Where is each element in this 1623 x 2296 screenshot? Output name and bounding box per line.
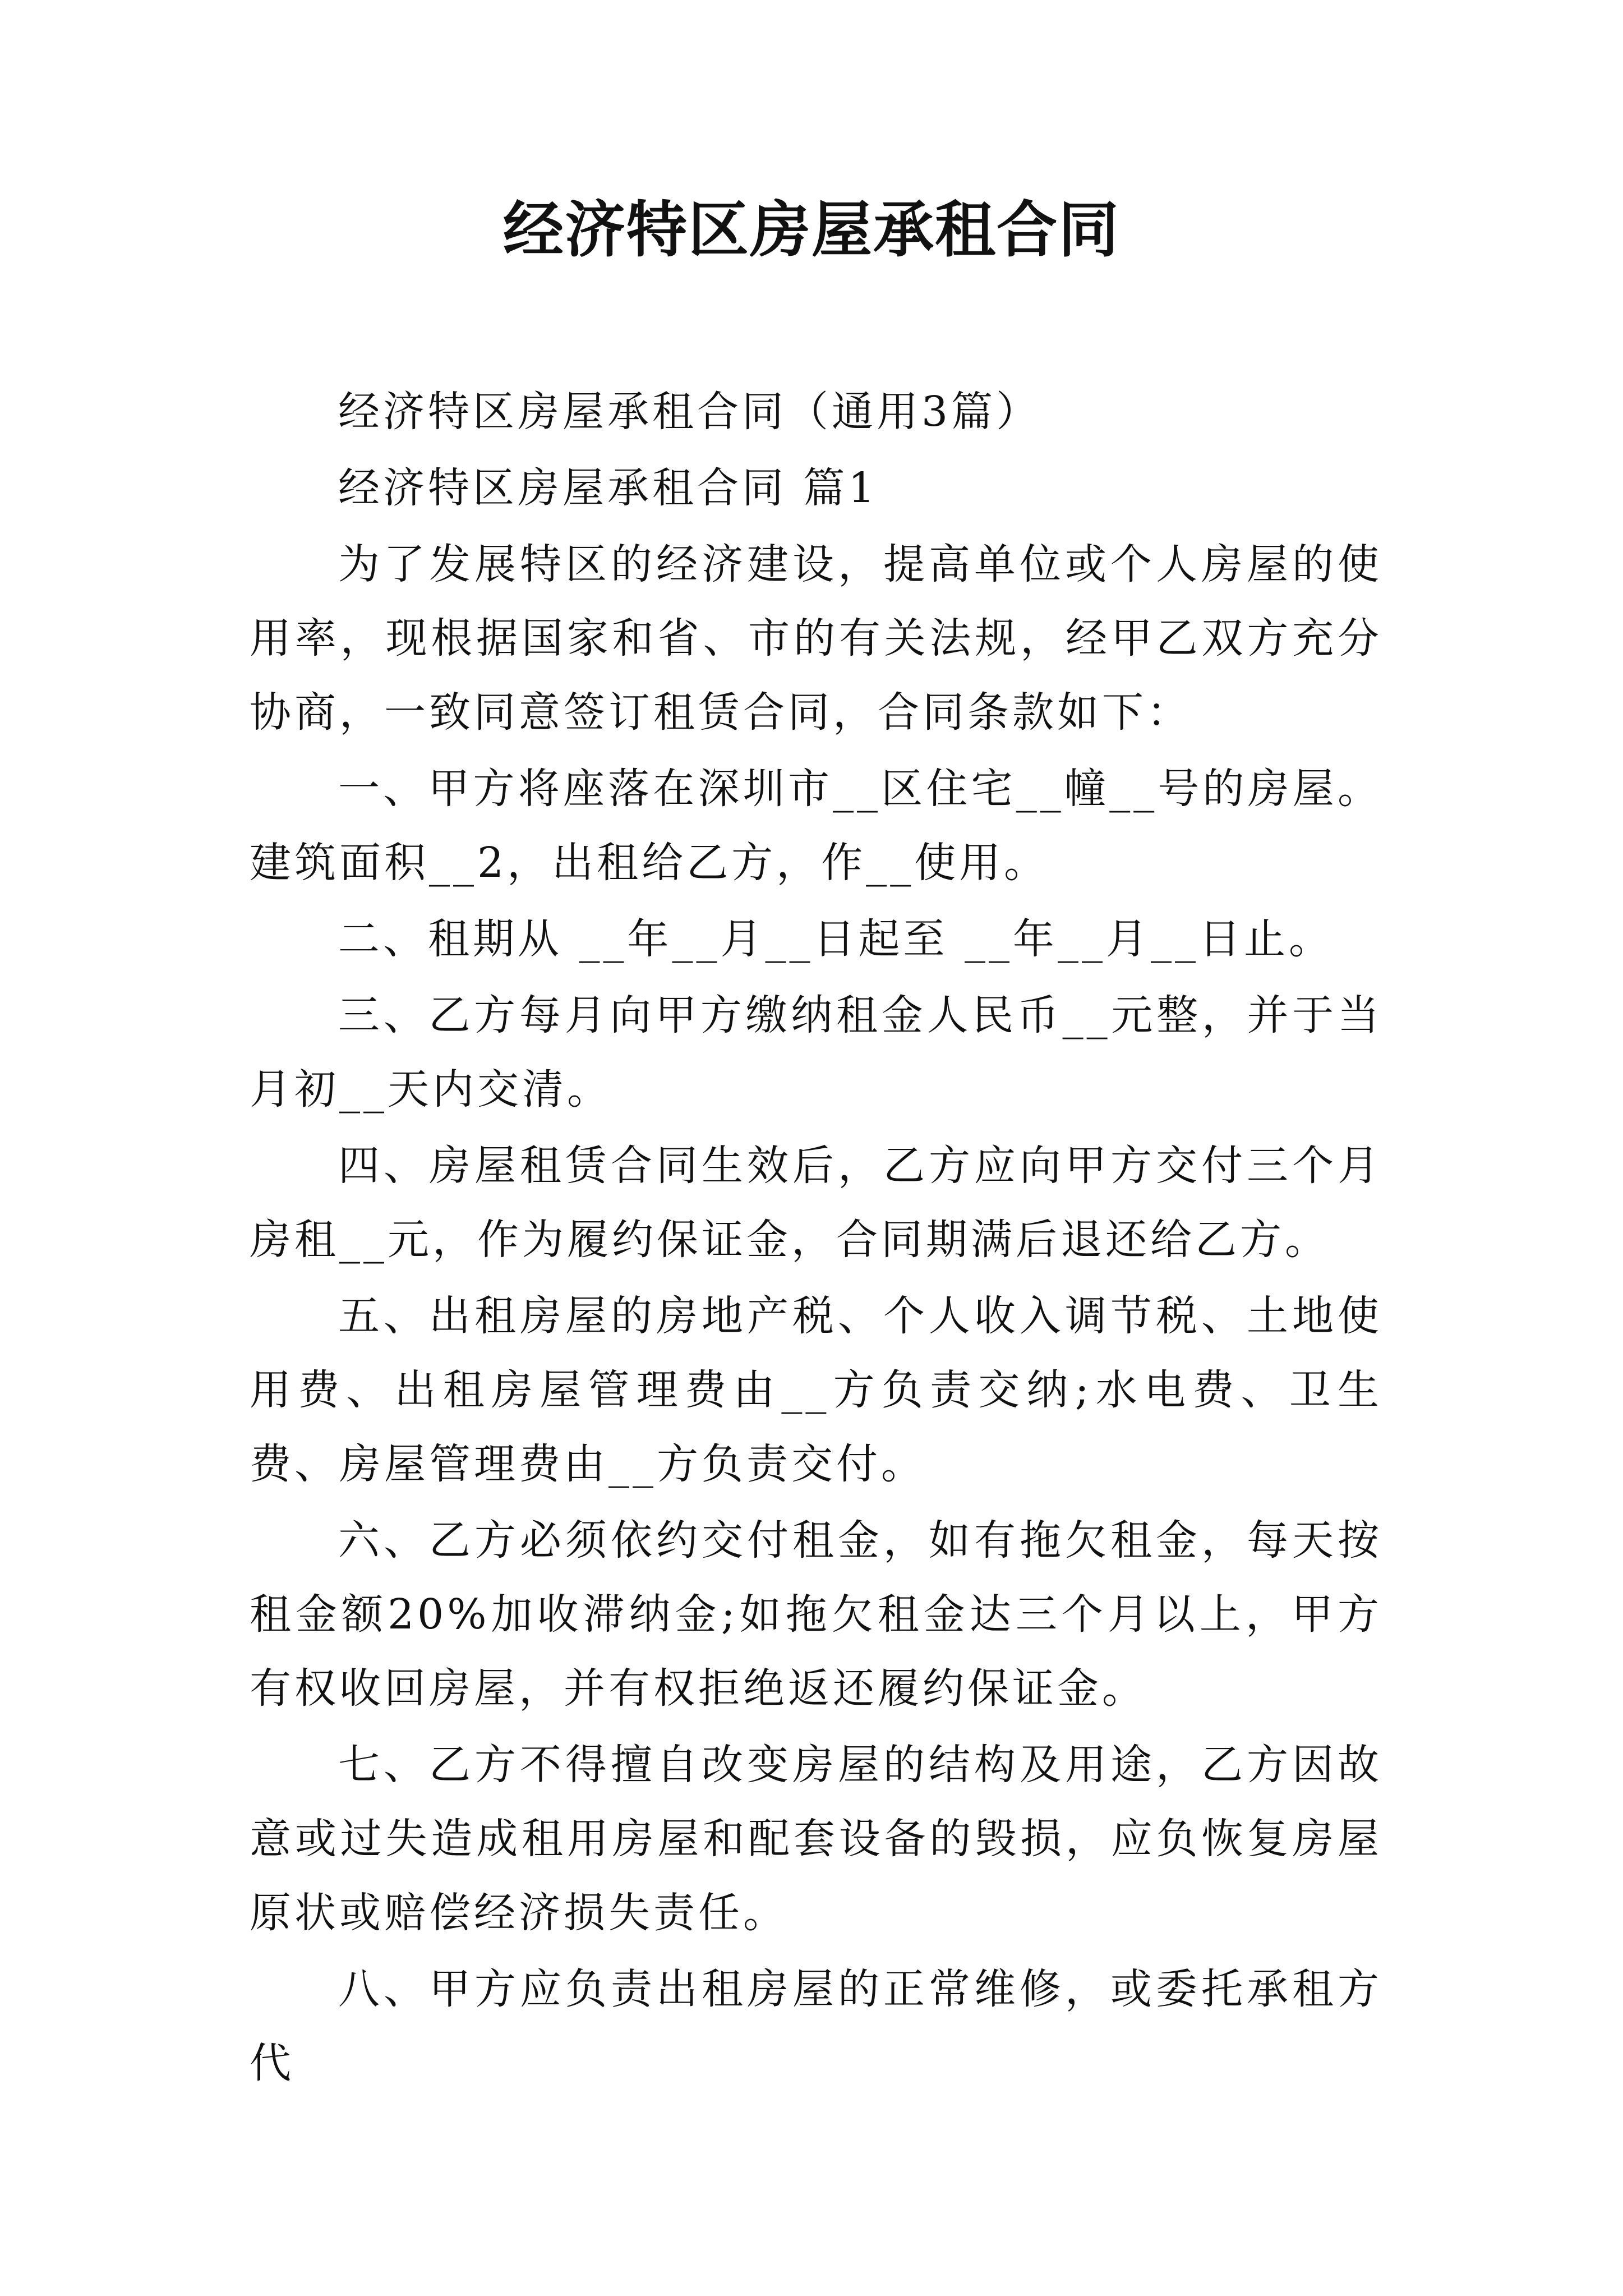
document-title: 经济特区房屋承租合同 [502,195,1120,265]
clause-4: 四、房屋租赁合同生效后，乙方应向甲方交付三个月房租__元，作为履约保证金，合同期满后退还给乙方。 [250,1142,1382,1264]
clause-2: 二、租期从 __年__月__日起至 __年__月__日止。 [338,915,1334,963]
clause-8: 八、甲方应负责出租房屋的正常维修，或委托承租方代 [250,1965,1382,2087]
document-subtitle: 经济特区房屋承租合同（通用3篇） [338,388,1041,436]
preamble-paragraph: 为了发展特区的经济建设，提高单位或个人房屋的使用率，现根据国家和省、市的有关法规，经甲乙双方充分协商，一致同意签订租赁合同，合同条款如下： [250,540,1382,737]
section-heading: 经济特区房屋承租合同 篇1 [338,464,878,512]
clause-5: 五、出租房屋的房地产税、个人收入调节税、土地使用费、出租房屋管理费由__方负责交纳;水电费、卫生费、房屋管理费由__方负责交付。 [250,1292,1382,1488]
clause-1: 一、甲方将座落在深圳市__区住宅__幢__号的房屋。建筑面积__2，出租给乙方，作__使用。 [250,765,1382,887]
clause-6: 六、乙方必须依约交付租金，如有拖欠租金，每天按租金额20%加收滞纳金;如拖欠租金达三个月以上，甲方有权收回房屋，并有权拒绝返还履约保证金。 [250,1516,1382,1713]
document-body [250,375,1382,2102]
clause-7: 七、乙方不得擅自改变房屋的结构及用途，乙方因故意或过失造成租用房屋和配套设备的毁损，应负恢复房屋原状或赔偿经济损失责任。 [250,1741,1382,1937]
clause-3: 三、乙方每月向甲方缴纳租金人民币__元整，并于当月初__天内交清。 [250,991,1382,1114]
